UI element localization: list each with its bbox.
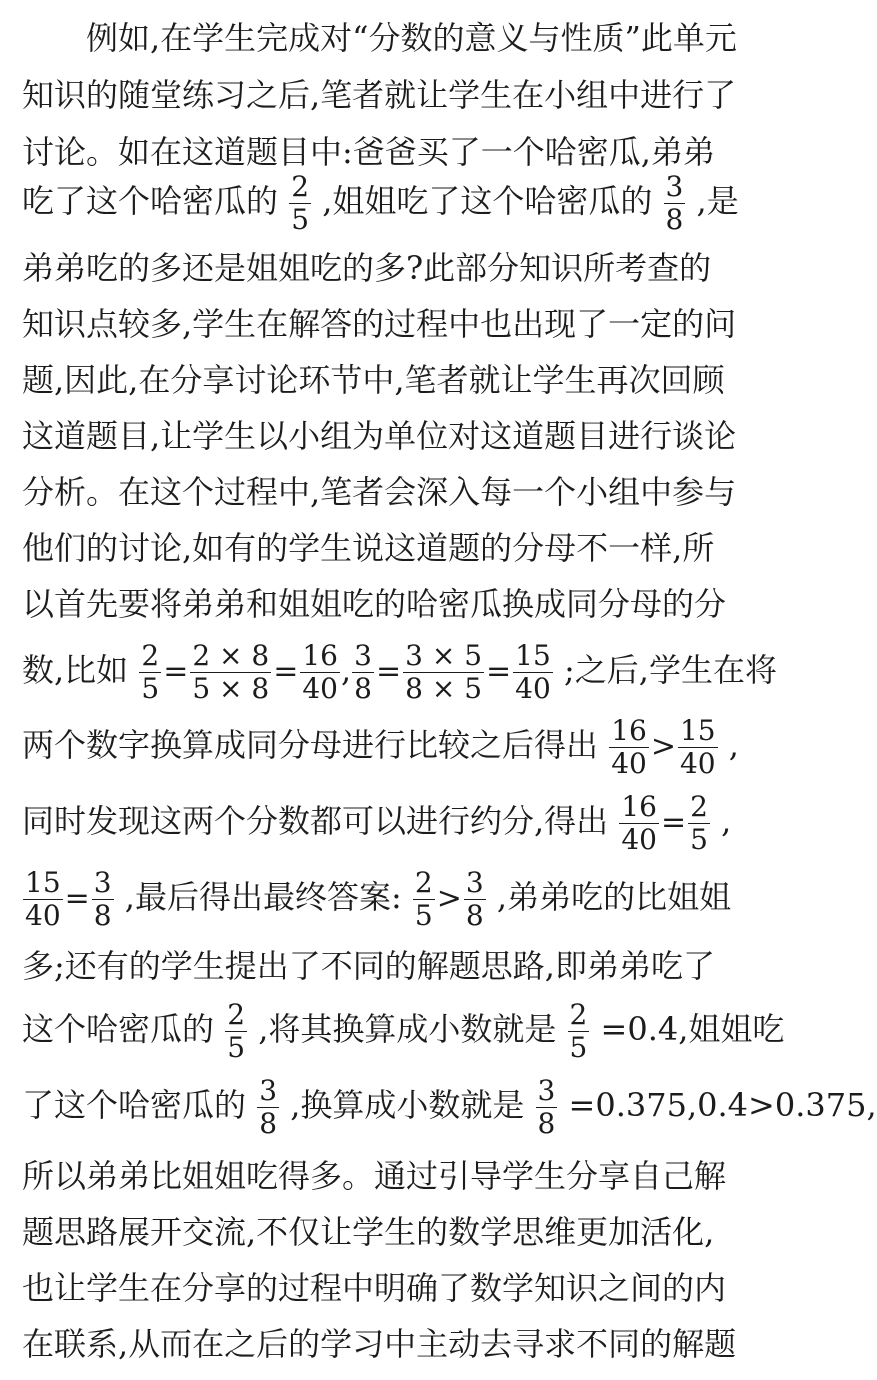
numerator: 2: [291, 169, 310, 203]
text-segment: [22, 169, 739, 236]
text-line: [22, 1260, 727, 1316]
equals-sign: =: [486, 653, 512, 689]
fraction: [403, 638, 484, 705]
fraction: [190, 638, 271, 705]
fraction: [225, 997, 247, 1064]
numerator: 15: [515, 638, 551, 672]
fraction: [352, 638, 374, 705]
text-segment: [22, 638, 777, 705]
text-segment: 题,因此,在分享讨论环节中,笔者就让学生再次回顾: [22, 361, 725, 399]
text-segment: 知识的随堂练习之后,笔者就让学生在小组中进行了: [22, 76, 737, 114]
comma: ,: [341, 650, 352, 689]
text-segment: [22, 1073, 877, 1140]
equals-sign: =: [163, 653, 189, 689]
fraction: [300, 638, 340, 705]
text-line: [22, 710, 739, 784]
text-line: [22, 408, 737, 464]
denominator: 5: [291, 202, 310, 236]
denominator: 40: [679, 746, 716, 780]
fraction: [413, 865, 435, 932]
text-segment: 也让学生在分享的过程中明确了数学知识之间的内: [22, 1269, 727, 1307]
numerator: 3: [465, 865, 484, 899]
denominator: 40: [302, 671, 338, 705]
text-run: ,: [721, 801, 732, 840]
numerator: 3: [665, 169, 684, 203]
denominator: 8: [354, 671, 372, 705]
denominator: 5: [414, 898, 433, 932]
text-segment: 讨论。如在这道题目中:爸爸买了一个哈密瓜,弟弟: [22, 133, 715, 171]
denominator: 5: [227, 1030, 246, 1064]
text-run: ,姐姐吃了这个哈密瓜的: [322, 181, 653, 220]
text-line: [22, 862, 732, 936]
text-segment: 弟弟吃的多还是姐姐吃的多?此部分知识所考查的: [22, 249, 712, 287]
text-run: 数,比如: [22, 650, 129, 689]
text-segment: 多;还有的学生提出了不同的解题思路,即弟弟吃了: [22, 947, 715, 985]
text-line: [86, 10, 737, 66]
numerator: 16: [302, 638, 338, 672]
text-run: ,将其换算成小数就是: [258, 1009, 557, 1048]
fraction: [678, 713, 718, 780]
fraction: [23, 865, 63, 932]
numerator: 16: [621, 789, 657, 823]
text-run: ,最后得出最终答案:: [124, 877, 402, 916]
text-run: 两个数字换算成同分母进行比较之后得出: [22, 725, 599, 764]
text-line: [22, 1316, 737, 1372]
denominator: 8: [93, 898, 112, 932]
equals-sign: =: [661, 804, 687, 840]
denominator: 5: [569, 1030, 588, 1064]
text-run: ;之后,学生在将: [563, 650, 777, 689]
numerator: 2: [141, 638, 160, 672]
fraction: [619, 789, 659, 856]
denominator: 8: [665, 202, 684, 236]
text-line: [22, 994, 785, 1068]
denominator: 5 × 8: [192, 671, 270, 705]
text-run: 了这个哈密瓜的: [22, 1085, 247, 1124]
numerator: 2: [690, 789, 708, 823]
text-line: [22, 520, 722, 576]
text-line: [22, 296, 737, 352]
numerator: 3 × 5: [405, 638, 483, 672]
text-segment: [22, 789, 732, 856]
fraction: [688, 789, 710, 856]
text-line: [22, 240, 722, 296]
numerator: 16: [611, 713, 647, 747]
greater-than-sign: >: [650, 728, 676, 764]
denominator: 40: [611, 746, 647, 780]
denominator: 40: [25, 898, 61, 932]
text-segment: 以首先要将弟弟和姐姐吃的哈密瓜换成同分母的分: [22, 585, 727, 623]
numerator: 2 × 8: [192, 638, 270, 672]
text-line: [22, 938, 722, 994]
denominator: 8 × 5: [405, 671, 483, 705]
text-line: [22, 1148, 727, 1204]
text-segment: 在联系,从而在之后的学习中主动去寻求不同的解题: [22, 1325, 737, 1363]
equals-sign: =: [273, 653, 299, 689]
text-segment: [22, 865, 732, 932]
text-run: ,: [728, 725, 739, 764]
fraction: [513, 638, 553, 705]
equals-sign: =: [64, 880, 90, 916]
text-run: 同时发现这两个分数都可以进行约分,得出: [22, 801, 609, 840]
fraction: [92, 865, 114, 932]
numerator: 3: [354, 638, 372, 672]
text-segment: 例如,在学生完成对“分数的意义与性质”此单元: [86, 19, 737, 57]
text-line: [22, 1070, 877, 1144]
text-line: [22, 67, 737, 123]
text-line: [22, 352, 725, 408]
fraction: [257, 1073, 279, 1140]
text-run: 这个哈密瓜的: [22, 1009, 215, 1048]
text-run: =0.375,0.4>0.375,: [568, 1085, 877, 1124]
text-line: [22, 634, 777, 710]
denominator: 8: [537, 1106, 556, 1140]
text-line: [22, 464, 737, 520]
text-segment: 这道题目,让学生以小组为单位对这道题目进行谈论: [22, 417, 737, 455]
fraction: [289, 169, 311, 236]
fraction: [664, 169, 686, 236]
greater-than-sign: >: [436, 880, 462, 916]
fraction: [609, 713, 649, 780]
fraction: [536, 1073, 558, 1140]
numerator: 2: [414, 865, 433, 899]
text-segment: 知识点较多,学生在解答的过程中也出现了一定的问: [22, 305, 737, 343]
text-run: ,换算成小数就是: [290, 1085, 525, 1124]
numerator: 15: [25, 865, 61, 899]
denominator: 8: [465, 898, 484, 932]
text-segment: 他们的讨论,如有的学生说这道题的分母不一样,所: [22, 529, 715, 567]
denominator: 5: [141, 671, 160, 705]
text-run: 吃了这个哈密瓜的: [22, 181, 279, 220]
numerator: 2: [227, 997, 246, 1031]
text-run: =0.4,姐姐吃: [600, 1009, 785, 1048]
text-run: ,是: [696, 181, 739, 220]
text-line: [22, 576, 727, 632]
numerator: 3: [537, 1073, 556, 1107]
denominator: 40: [515, 671, 551, 705]
denominator: 40: [621, 822, 657, 856]
denominator: 5: [690, 822, 708, 856]
numerator: 2: [569, 997, 588, 1031]
denominator: 8: [259, 1106, 278, 1140]
fraction: [568, 997, 590, 1064]
text-segment: [22, 997, 785, 1064]
equals-sign: =: [376, 653, 402, 689]
text-segment: 题思路展开交流,不仅让学生的数学思维更加活化,: [22, 1213, 715, 1251]
numerator: 3: [259, 1073, 278, 1107]
fraction: [139, 638, 161, 705]
text-segment: 所以弟弟比姐姐吃得多。通过引导学生分享自己解: [22, 1157, 727, 1195]
numerator: 15: [679, 713, 716, 747]
text-line: [22, 1204, 722, 1260]
text-line: [22, 786, 732, 860]
text-segment: 分析。在这个过程中,笔者会深入每一个小组中参与: [22, 473, 737, 511]
numerator: 3: [93, 865, 112, 899]
fraction: [464, 865, 486, 932]
text-segment: [22, 713, 739, 780]
text-run: ,弟弟吃的比姐姐: [496, 877, 732, 916]
text-line: [22, 168, 739, 238]
